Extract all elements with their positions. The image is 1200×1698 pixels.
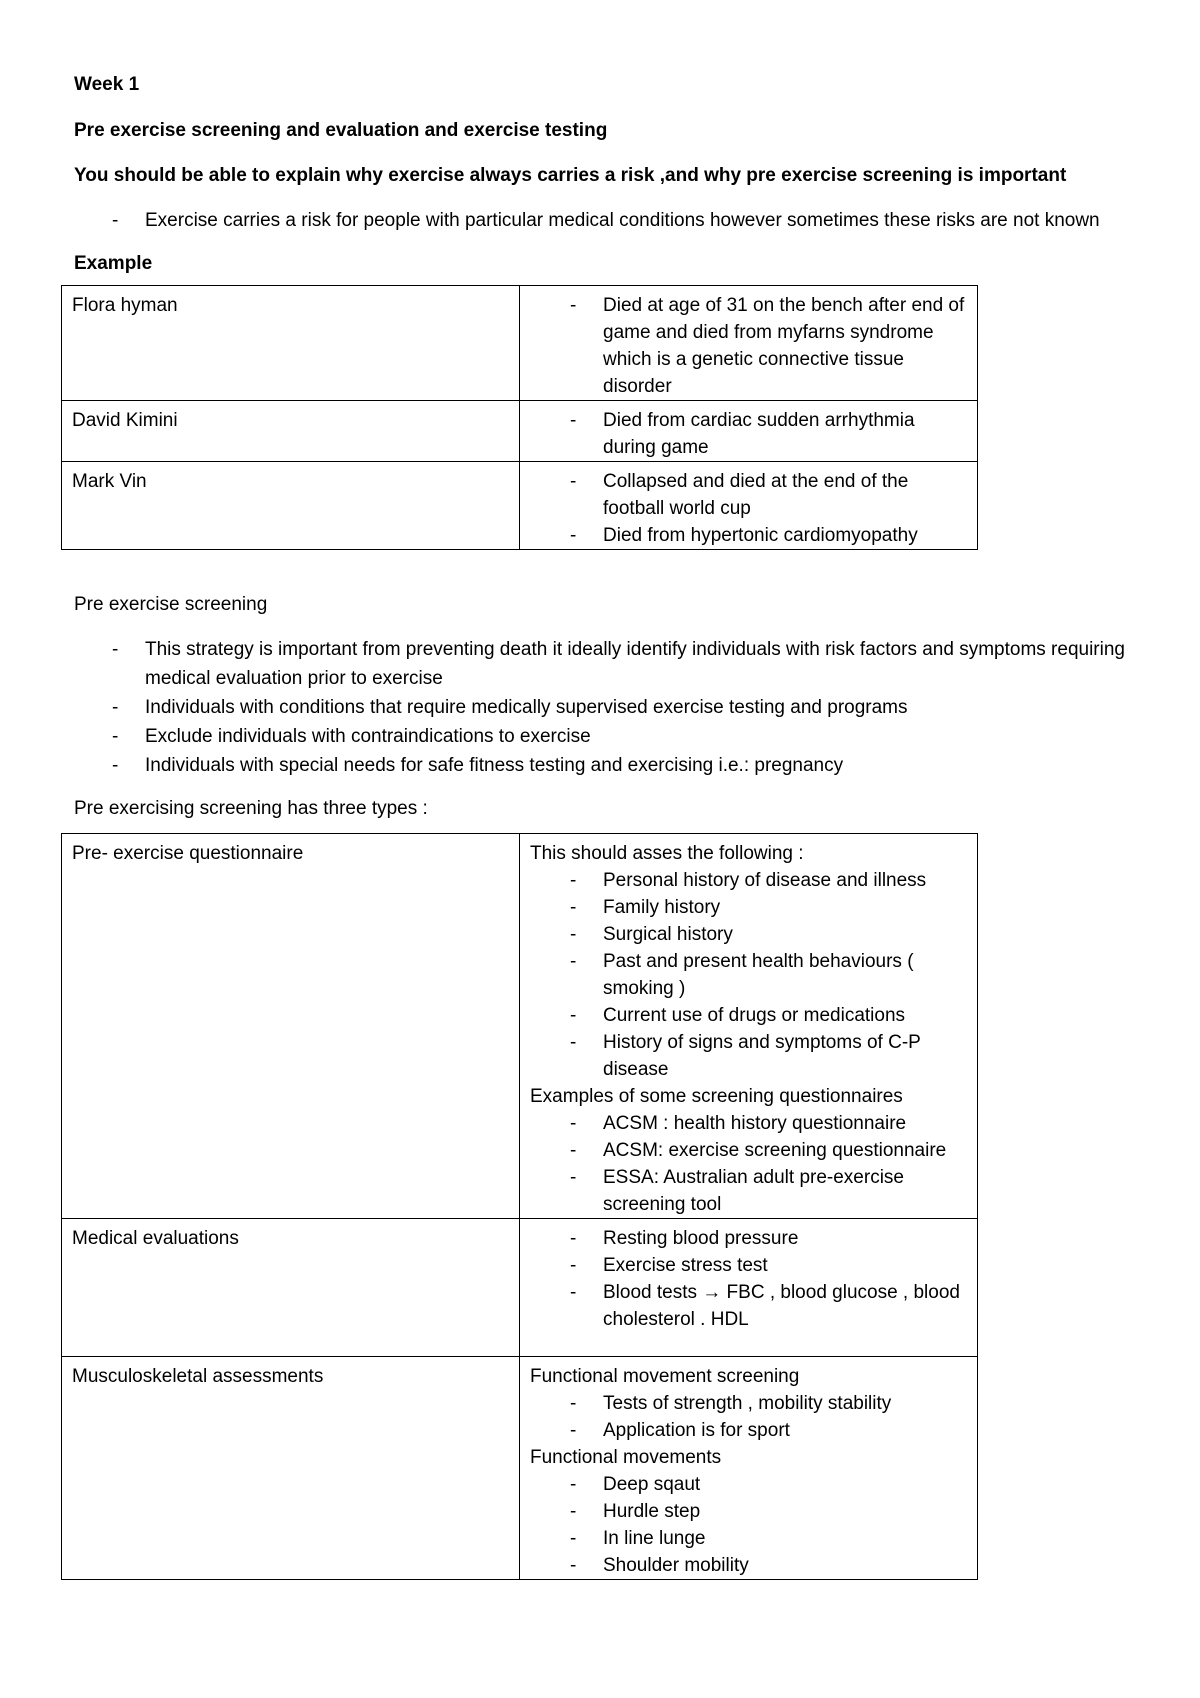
example-name-cell: David Kimini: [62, 401, 520, 462]
list-item: - This strategy is important from preventing death it ideally identify individuals with risk factors and symptoms requiring medical evaluation prior to exercise: [74, 635, 1134, 693]
list-item: - ESSA: Australian adult pre-exercise screening tool: [530, 1164, 967, 1218]
list-item: - Individuals with conditions that require medically supervised exercise testing and programs: [74, 693, 1134, 722]
list-item: - Died at age of 31 on the bench after end of game and died from myfarns syndrome which is a genetic connective tissue disorder: [530, 292, 967, 400]
questionnaire-intro: This should asses the following :: [530, 843, 804, 864]
table-row: [62, 286, 978, 401]
example-detail-cell: [520, 401, 978, 462]
topic-heading: Pre exercise screening and evaluation and exercise testing: [74, 120, 608, 141]
week-heading: Week 1: [74, 74, 140, 95]
list-item: - Exercise stress test: [530, 1252, 967, 1279]
type-detail-cell: [520, 834, 978, 1219]
list-item: - Exclude individuals with contraindications to exercise: [74, 722, 1134, 751]
risk-list: [74, 206, 1134, 235]
document-page: [74, 72, 1134, 1580]
type-detail-cell: [520, 1219, 978, 1357]
list-item: - Personal history of disease and illness: [530, 867, 967, 894]
list-item: - Blood tests → FBC , blood glucose , blood cholesterol . HDL: [530, 1279, 967, 1333]
example-name-cell: Flora hyman: [62, 286, 520, 401]
example-detail-cell: [520, 286, 978, 401]
screening-list: [74, 635, 1134, 780]
type-name-cell: Medical evaluations: [62, 1219, 520, 1357]
table-row: [62, 1219, 978, 1357]
objective-text: You should be able to explain why exercise always carries a risk ,and why pre exercise screening is important: [74, 165, 1067, 186]
list-item: - Died from cardiac sudden arrhythmia during game: [530, 407, 967, 461]
list-item: - Individuals with special needs for safe fitness testing and exercising i.e.: pregnancy: [74, 751, 1134, 780]
screening-types-table: [61, 833, 978, 1580]
list-item: - Collapsed and died at the end of the football world cup: [530, 468, 967, 522]
list-item: - Exercise carries a risk for people with particular medical conditions however sometimes these risks are not known: [74, 206, 1134, 235]
table-row: [62, 834, 978, 1219]
list-item: - Application is for sport: [530, 1417, 967, 1444]
list-item: - Deep sqaut: [530, 1471, 967, 1498]
list-item: - Resting blood pressure: [530, 1225, 967, 1252]
msk-moves-intro: Functional movements: [530, 1447, 722, 1468]
table-row: [62, 401, 978, 462]
examples-table: [61, 285, 978, 550]
example-heading: Example: [74, 253, 153, 274]
example-name-cell: Mark Vin: [62, 462, 520, 550]
list-item: - ACSM : health history questionnaire: [530, 1110, 967, 1137]
type-name-cell: Pre- exercise questionnaire: [62, 834, 520, 1219]
table-row: [62, 462, 978, 550]
list-item: - Tests of strength , mobility stability: [530, 1390, 967, 1417]
types-heading: Pre exercising screening has three types :: [74, 798, 428, 819]
type-detail-cell: [520, 1357, 978, 1580]
questionnaire-examples-intro: Examples of some screening questionnaires: [530, 1086, 903, 1107]
list-item: - Surgical history: [530, 921, 967, 948]
list-item: - Shoulder mobility: [530, 1552, 967, 1579]
type-name-cell: Musculoskeletal assessments: [62, 1357, 520, 1580]
list-item: - Past and present health behaviours ( smoking ): [530, 948, 967, 1002]
list-item: - Hurdle step: [530, 1498, 967, 1525]
list-item: - Current use of drugs or medications: [530, 1002, 967, 1029]
list-item: - ACSM: exercise screening questionnaire: [530, 1137, 967, 1164]
list-item: - Family history: [530, 894, 967, 921]
example-detail-cell: [520, 462, 978, 550]
screening-heading: Pre exercise screening: [74, 594, 268, 615]
list-item: - History of signs and symptoms of C-P disease: [530, 1029, 967, 1083]
list-item: - In line lunge: [530, 1525, 967, 1552]
table-row: [62, 1357, 978, 1580]
list-item: - Died from hypertonic cardiomyopathy: [530, 522, 967, 549]
msk-screen-intro: Functional movement screening: [530, 1366, 800, 1387]
